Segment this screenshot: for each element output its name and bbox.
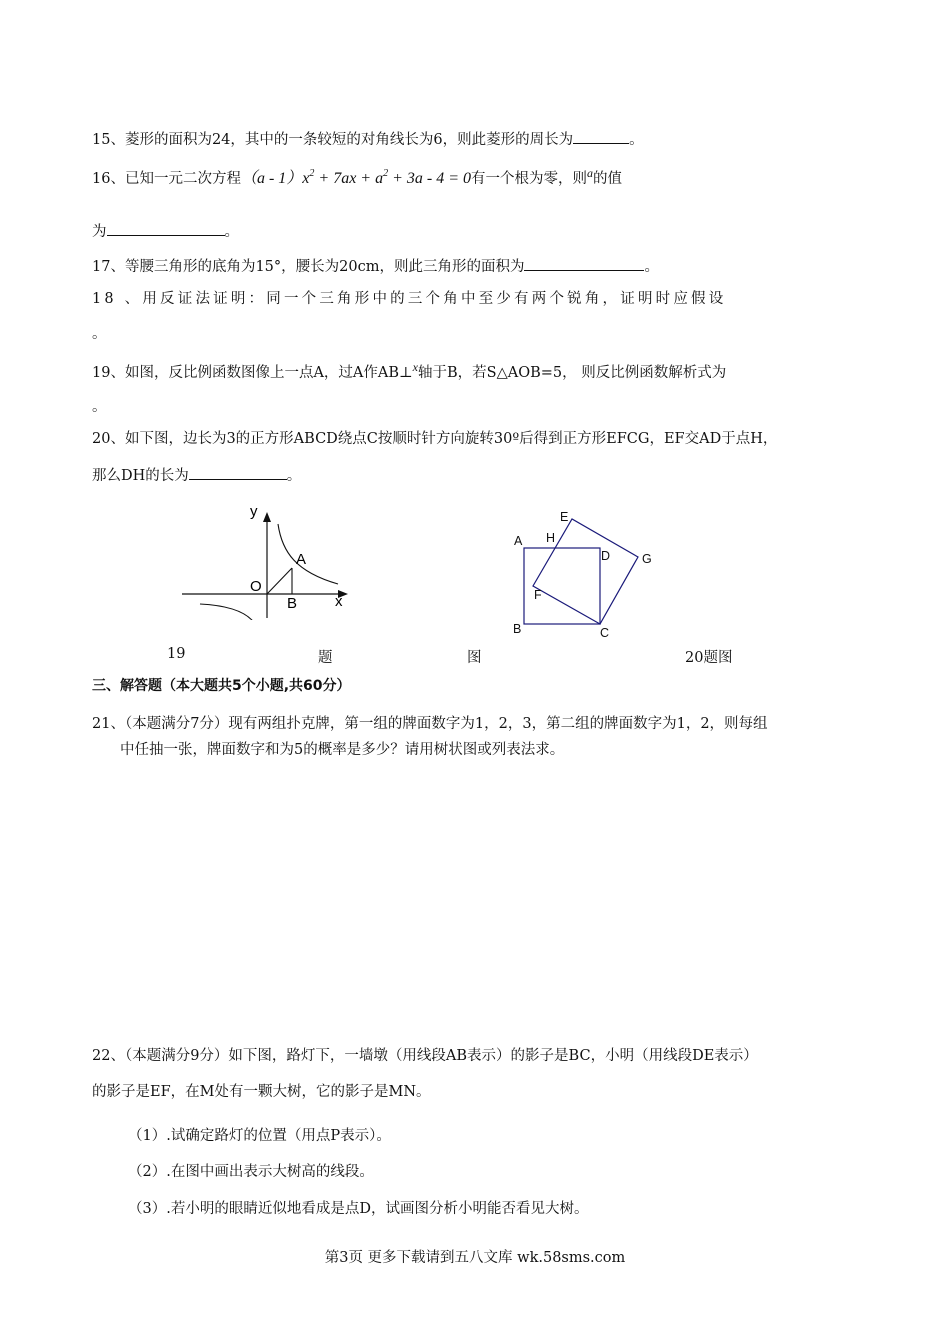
label-F: F xyxy=(534,588,542,602)
question-22-line2: 的影子是EF，在M处有一颗大树，它的影子是MN。 xyxy=(92,1084,431,1100)
label-O: O xyxy=(250,578,262,595)
caption-19-number: 19 xyxy=(167,646,186,662)
question-15 xyxy=(92,128,644,149)
variable-a: a xyxy=(587,166,594,180)
question-19-line2 xyxy=(92,395,107,416)
answer-blank-15[interactable] xyxy=(573,129,629,144)
label-H: H xyxy=(546,531,556,545)
equation xyxy=(241,170,471,187)
question-16-end: 。 xyxy=(224,224,239,240)
question-17-text: 17、等腰三角形的底角为15°，腰长为20cm，则此三角形的面积为 xyxy=(92,259,525,275)
question-20-text: 20、如下图，边长为3的正方形ABCD绕点C按顺时针方向旋转30º后得到正方形EFCG，EF交AD于点H， xyxy=(92,431,778,447)
question-18-line2 xyxy=(92,322,107,343)
answer-blank-16[interactable] xyxy=(107,221,225,236)
label-A: A xyxy=(296,551,307,568)
question-19 xyxy=(92,360,726,382)
equation-part-a: （a - 1） xyxy=(240,170,303,187)
label-C: C xyxy=(600,626,610,640)
question-17-end: 。 xyxy=(644,259,659,275)
label-G: G xyxy=(642,552,652,566)
variable-x: x xyxy=(412,360,418,374)
figure-19 xyxy=(170,500,370,620)
equation-exponent: 2 xyxy=(309,168,315,179)
caption-19-ti: 题 xyxy=(318,650,333,666)
question-15-end: 。 xyxy=(629,132,644,148)
question-20-line2 xyxy=(92,464,301,485)
label-x: x xyxy=(335,593,343,610)
question-16-lead: 16、已知一元二次方程 xyxy=(92,171,241,187)
equation-part-x: x xyxy=(302,170,310,187)
hyperbola-branch-2 xyxy=(200,604,258,620)
segment-OA xyxy=(267,568,292,594)
question-19-text: 19、如图，反比例函数图像上一点A，过A作AB⊥ xyxy=(92,365,413,381)
question-19-end: 。 xyxy=(92,399,107,415)
caption-19-tu: 图 xyxy=(467,650,482,666)
question-19-tail: 轴于B，若S△AOB=5， 则反比例函数解析式为 xyxy=(417,365,727,381)
label-B: B xyxy=(287,595,298,612)
squares xyxy=(524,519,638,624)
label-B: B xyxy=(513,622,522,636)
equation-exponent-2: 2 xyxy=(383,168,389,179)
label-D: D xyxy=(601,549,611,563)
question-16-line2 xyxy=(92,220,239,241)
equation-part-mid: + 7ax + a xyxy=(314,170,384,187)
answer-blank-20[interactable] xyxy=(189,465,287,480)
question-22-sub3: （3）.若小明的眼睛近似地看成是点D，试画图分析小明能否看见大树。 xyxy=(128,1201,589,1217)
answer-blank-17[interactable] xyxy=(524,256,644,271)
label-E: E xyxy=(560,510,569,524)
equation-part-tail: + 3a - 4 = 0 xyxy=(388,170,472,187)
question-21: 21、（本题满分7分）现有两组扑克牌，第一组的牌面数字为1，2，3，第二组的牌面数字为1，2，则每组 xyxy=(92,716,768,732)
question-16 xyxy=(92,165,622,188)
figure-20 xyxy=(505,505,675,640)
page-footer: 第3页 更多下载请到五八文库 wk.58sms.com xyxy=(324,1250,626,1266)
question-16-prefix: 为 xyxy=(92,224,107,240)
caption-20: 20题图 xyxy=(685,650,733,666)
question-17 xyxy=(92,255,659,276)
question-22-sub2: （2）.在图中画出表示大树高的线段。 xyxy=(128,1164,374,1180)
section-3-heading: 三、解答题（本大题共5个小题,共60分） xyxy=(92,678,351,694)
y-axis-arrow xyxy=(263,512,271,522)
question-20-end: 。 xyxy=(286,468,302,484)
question-16-tail: 的值 xyxy=(593,171,623,187)
question-20 xyxy=(92,427,777,448)
label-y: y xyxy=(250,503,258,520)
square-ABCD xyxy=(524,548,600,624)
question-22: 22、（本题满分9分）如下图，路灯下，一墙墩（用线段AB表示）的影子是BC，小明（用线段DE表示） xyxy=(92,1048,758,1064)
question-18 xyxy=(92,287,726,308)
question-18-text: 18 、用反证法证明：同一个三角形中的三个角中至少有两个锐角，证明时应假设 xyxy=(92,291,727,307)
question-18-end: 。 xyxy=(92,326,107,342)
question-21-line2: 中任抽一张，牌面数字和为5的概率是多少？请用树状图或列表法求。 xyxy=(120,742,565,758)
question-20-prefix: 那么DH的长为 xyxy=(92,468,189,484)
hyperbola-branch-1 xyxy=(278,524,338,584)
label-A: A xyxy=(514,534,523,548)
question-22-sub1: （1）.试确定路灯的位置（用点P表示）。 xyxy=(128,1128,391,1144)
question-15-text: 15、菱形的面积为24，其中的一条较短的对角线长为6，则此菱形的周长为 xyxy=(92,132,574,148)
question-16-text: 有一个根为零，则 xyxy=(471,171,588,187)
